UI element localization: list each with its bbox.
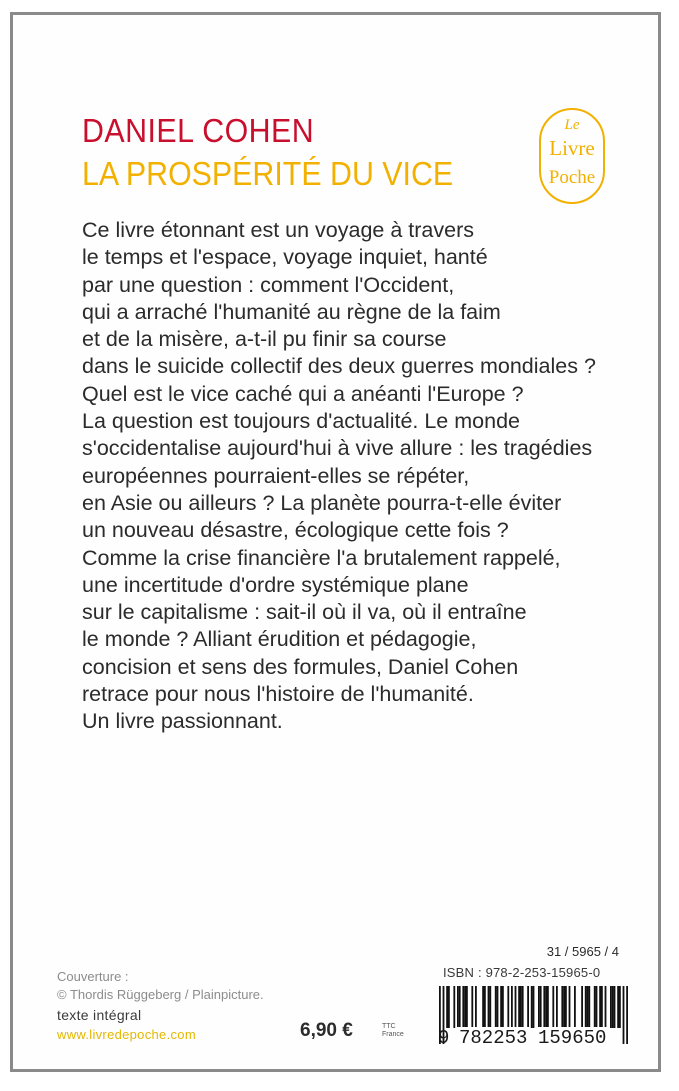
blurb-line: Un livre passionnant.	[82, 709, 283, 734]
blurb-line: et de la misère, a-t-il pu finir sa course	[82, 327, 447, 352]
barcode-bar	[565, 986, 567, 1028]
barcode-bar	[497, 986, 499, 1028]
barcode-bar	[448, 986, 450, 1028]
barcode-bar	[605, 986, 607, 1028]
barcode-bar	[626, 986, 628, 1044]
barcode-bar	[617, 986, 619, 1028]
barcode-bar	[574, 986, 576, 1028]
barcode-bar	[569, 986, 571, 1028]
blurb-line: européennes pourraient-elles se répéter,	[82, 463, 470, 488]
blurb-line: en Asie ou ailleurs ? La planète pourra-t-elle éviter	[82, 490, 562, 515]
blurb-line: Comme la crise financière l'a brutalement rappelé,	[82, 545, 561, 570]
blurb-line: par une question : comment l'Occident,	[82, 272, 455, 297]
blurb-line: Quel est le vice caché qui a anéanti l'Europe ?	[82, 381, 524, 406]
barcode-bar	[594, 986, 596, 1028]
barcode-bar	[482, 986, 484, 1028]
barcode-bar	[515, 986, 517, 1028]
barcode-bar	[556, 986, 558, 1028]
barcode-bar	[533, 986, 535, 1028]
barcode-bar	[502, 986, 504, 1028]
barcode-bar	[500, 986, 502, 1028]
catalog-code: 31 / 5965 / 4	[546, 944, 619, 959]
cover-credit: © Thordis Rüggeberg / Plainpicture.	[57, 987, 264, 1002]
price-note-country: France	[382, 1031, 404, 1038]
logo-line-3: Poche	[548, 167, 596, 188]
blurb-line: le temps et l'espace, voyage inquiet, hanté	[82, 245, 488, 270]
blurb-line: Ce livre étonnant est un voyage à travers	[82, 218, 474, 242]
barcode-bar	[484, 986, 486, 1028]
blurb-line: le monde ? Alliant érudition et pédagogie,	[82, 627, 477, 652]
barcode-bar	[599, 986, 601, 1028]
barcode-bar	[489, 986, 491, 1028]
logo-line-2: Livre	[549, 136, 595, 160]
publisher-website: www.livredepoche.com	[57, 1027, 196, 1042]
barcode-bar	[538, 986, 540, 1028]
author-name: DANIEL COHEN	[82, 112, 315, 149]
barcode-bar	[561, 986, 563, 1028]
barcode-bar	[464, 986, 466, 1028]
barcode-bar	[475, 986, 477, 1028]
barcode-bar	[507, 986, 509, 1028]
barcode-bar	[610, 986, 612, 1028]
blurb-line: dans le suicide collectif des deux guerres mondiales ?	[82, 354, 596, 379]
barcode-bar	[453, 986, 455, 1028]
book-title: LA PROSPÉRITÉ DU VICE	[82, 155, 454, 192]
blurb-line: qui a arraché l'humanité au règne de la faim	[82, 299, 501, 324]
barcode-bar	[488, 986, 490, 1028]
price: 6,90 €	[300, 1020, 353, 1041]
barcode-bar	[587, 986, 589, 1028]
publisher-logo	[539, 108, 605, 204]
barcode-bar	[563, 986, 565, 1028]
book-description	[82, 217, 642, 736]
barcode-bar	[596, 986, 598, 1028]
blurb-line: une incertitude d'ordre systémique plane	[82, 572, 469, 597]
barcode-bar	[614, 986, 616, 1028]
isbn: ISBN : 978-2-253-15965-0	[443, 965, 601, 980]
blurb-line: retrace pour nous l'histoire de l'humanité.	[82, 682, 474, 707]
edition-note: texte intégral	[57, 1007, 142, 1023]
barcode-bar	[623, 986, 625, 1044]
barcode-bar	[511, 986, 513, 1028]
barcode-first-digit: 9	[438, 1027, 450, 1049]
barcode-bar	[585, 986, 587, 1028]
barcode-bar	[619, 986, 621, 1028]
barcode-bar	[471, 986, 473, 1028]
barcode-bar	[543, 986, 545, 1028]
barcode-bar	[466, 986, 468, 1028]
blurb-line: s'occidentalise aujourd'hui à vive allure : les tragédies	[82, 436, 593, 461]
barcode-bar	[518, 986, 520, 1028]
blurb-line: sur le capitalisme : sait-il où il va, où il entraîne	[82, 600, 527, 625]
barcode-bar	[581, 986, 583, 1028]
barcode-bar	[459, 986, 461, 1028]
barcode-bar	[545, 986, 547, 1028]
logo-line-1: Le	[564, 117, 580, 133]
barcode-bar	[495, 986, 497, 1028]
price-note-ttc: TTC	[382, 1023, 396, 1030]
cover-label: Couverture :	[57, 969, 129, 984]
price-note	[382, 1023, 404, 1039]
barcode-bar	[612, 986, 614, 1028]
blurb-line: un nouveau désastre, écologique cette fois ?	[82, 518, 509, 543]
blurb-line: La question est toujours d'actualité. Le monde	[82, 409, 520, 434]
barcode-bar	[547, 986, 549, 1028]
barcode-bar	[531, 986, 533, 1028]
barcode-bar	[462, 986, 464, 1028]
barcode-bar	[588, 986, 590, 1028]
cover-credits	[57, 968, 264, 1004]
barcode-left-digits: 782253	[459, 1027, 528, 1049]
barcode-bar	[552, 986, 554, 1028]
barcode-bar	[540, 986, 542, 1028]
barcode-bar	[601, 986, 603, 1028]
blurb-line: concision et sens des formules, Daniel Cohen	[82, 654, 519, 679]
barcode-right-digits: 159650	[538, 1027, 607, 1049]
barcode-bar	[446, 986, 448, 1028]
barcode-bar	[457, 986, 459, 1028]
